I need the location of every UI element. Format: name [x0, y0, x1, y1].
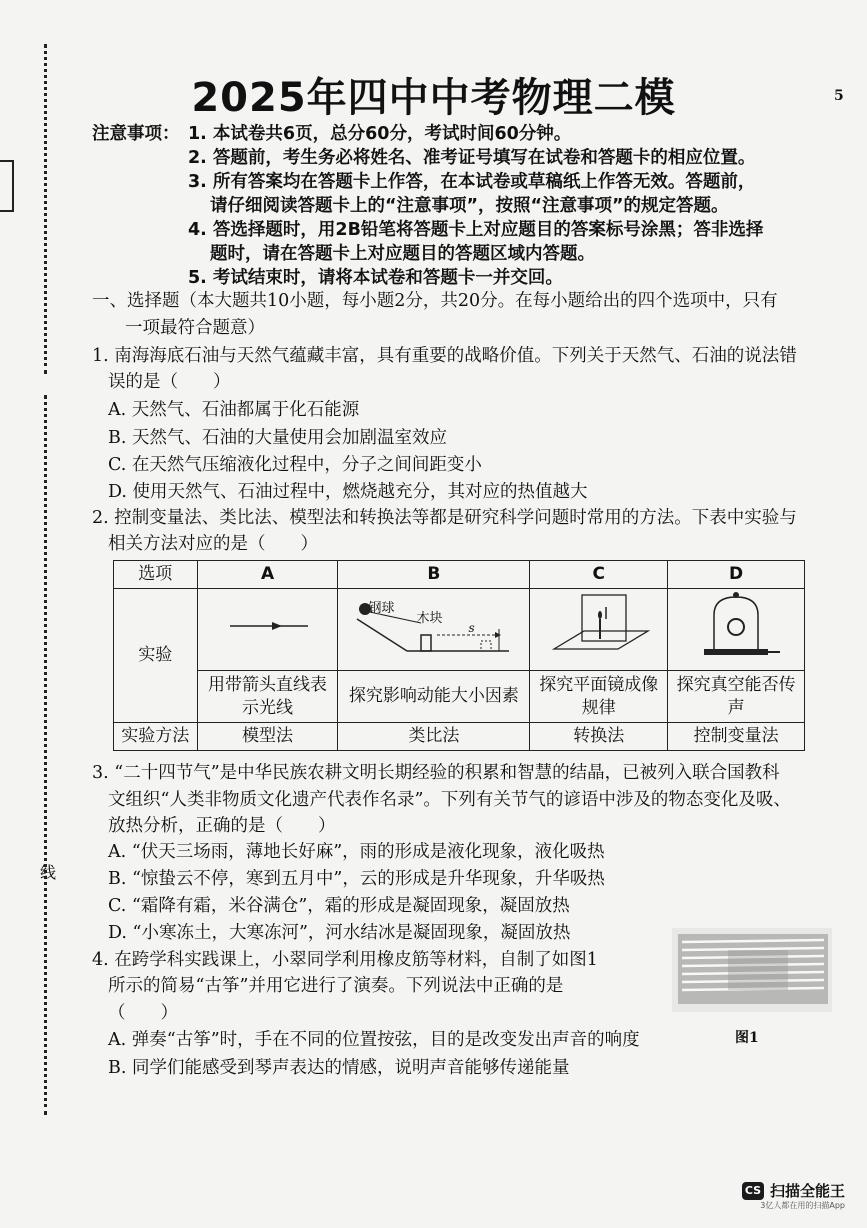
margin-char: 线 — [40, 863, 57, 882]
exp-b-text: 探究影响动能大小因素 — [338, 671, 530, 723]
q1-option-c: C. 在天然气压缩液化过程中，分子之间间距变小 — [108, 455, 482, 475]
exp-d-text: 探究真空能否传声 — [668, 671, 805, 723]
bell-jar-figure — [686, 589, 786, 663]
scanner-watermark — [742, 1180, 845, 1210]
q4-option-a: A. 弹奏“古筝”时，手在不同的位置按弦，目的是改变发出声音的响度 — [108, 1030, 640, 1050]
table-col-d: D — [668, 561, 805, 589]
fig-b-cell — [338, 589, 530, 671]
arrow-ray-figure — [208, 606, 328, 646]
plane-mirror-figure — [544, 589, 654, 663]
q1-option-b: B. 天然气、石油的大量使用会加剧温室效应 — [108, 428, 447, 448]
notice-item-3: 3. 所有答案均在答题卡上作答，在本试卷或草稿纸上作答无效。答题前， — [188, 172, 756, 192]
table-col-c: C — [530, 561, 668, 589]
exam-title: 2025年四中中考物理二模 — [191, 75, 676, 121]
q2-stem: 2. 控制变量法、类比法、模型法和转换法等都是研究科学问题时常用的方法。下表中实验与 — [92, 508, 797, 528]
fig-c-cell — [530, 589, 668, 671]
table-header-label: 选项 — [114, 561, 198, 589]
q1-stem: 1. 南海海底石油与天然气蕴藏丰富，具有重要的战略价值。下列关于天然气、石油的说法错 — [92, 346, 797, 366]
method-b: 类比法 — [338, 723, 530, 751]
method-a: 模型法 — [197, 723, 338, 751]
q1-option-a: A. 天然气、石油都属于化石能源 — [108, 400, 360, 420]
notice-item-4: 4. 答选择题时，用2B铅笔将答题卡上对应题目的答案标号涂黑；答非选择 — [188, 220, 764, 240]
exp-c-text: 探究平面镜成像规律 — [530, 671, 668, 723]
notice-item-5: 5. 考试结束时，请将本试卷和答题卡一并交回。 — [188, 268, 563, 288]
q3-option-d: D. “小寒冻土，大寒冻河”，河水结冰是凝固现象，凝固放热 — [108, 923, 571, 943]
table-col-a: A — [197, 561, 338, 589]
q4-stem-cont2: （ ） — [108, 1003, 178, 1023]
fig-b-ball-label: 钢球 — [368, 601, 395, 616]
fig-a-cell — [197, 589, 338, 671]
q1-option-d: D. 使用天然气、石油过程中，燃烧越充分，其对应的热值越大 — [108, 482, 588, 502]
q4-option-b: B. 同学们能感受到琴声表达的情感，说明声音能够传递能量 — [108, 1058, 570, 1078]
q4-stem-cont: 所示的简易“古筝”并用它进行了演奏。下列说法中正确的是 — [108, 976, 564, 996]
notice-item-2: 2. 答题前，考生务必将姓名、准考证号填写在试卷和答题卡的相应位置。 — [188, 148, 756, 168]
figure-1-label: 图1 — [735, 1030, 759, 1046]
method-d: 控制变量法 — [668, 723, 805, 751]
q2-table — [113, 560, 805, 751]
notice-item-4b: 题时，请在答题卡上对应题目的答题区域内答题。 — [210, 244, 595, 264]
section-heading-cont: 一项最符合题意） — [125, 318, 265, 338]
scanner-app-name: 扫描全能王 — [769, 1182, 845, 1200]
binding-line-bottom — [44, 395, 47, 1115]
notice-item-1: 1. 本试卷共6页，总分60分，考试时间60分钟。 — [188, 124, 572, 144]
q2-stem-cont: 相关方法对应的是（ ） — [108, 534, 318, 554]
margin-box — [0, 160, 14, 212]
exp-a-text: 用带箭头直线表示光线 — [197, 671, 338, 723]
method-c: 转换法 — [530, 723, 668, 751]
q3-stem-cont2: 放热分析，正确的是（ ） — [108, 816, 336, 836]
camscanner-icon: CS — [742, 1182, 764, 1200]
q3-option-c: C. “霜降有霜，米谷满仓”，霜的形成是凝固现象，凝固放热 — [108, 896, 570, 916]
notice-label: 注意事项： — [92, 124, 180, 144]
q1-stem-cont: 误的是（ ） — [108, 372, 231, 392]
q4-stem: 4. 在跨学科实践课上，小翠同学利用橡皮筋等材料，自制了如图1 — [92, 950, 598, 970]
section-heading: 一、选择题（本大题共10小题，每小题2分，共20分。在每小题给出的四个选项中，只有 — [92, 291, 778, 311]
q3-option-a: A. “伏天三场雨，薄地长好麻”，雨的形成是液化现象，液化吸热 — [108, 842, 605, 862]
q3-option-b: B. “惊蛰云不停，寒到五月中”，云的形成是升华现象，升华吸热 — [108, 869, 605, 889]
fig-b-block-label: 木块 — [416, 611, 443, 626]
table-experiment-label: 实验 — [114, 589, 198, 723]
fig-d-cell — [668, 589, 805, 671]
fig-b-distance-label: s — [468, 621, 475, 635]
q3-stem: 3. “二十四节气”是中华民族农耕文明长期经验的积累和智慧的结晶，已被列入联合国教科 — [92, 763, 780, 783]
notice-item-3b: 请仔细阅读答题卡上的“注意事项”，按照“注意事项”的规定答题。 — [210, 196, 729, 216]
q3-stem-cont: 文组织“人类非物质文化遗产代表作名录”。下列有关节气的谚语中涉及的物态变化及吸、 — [108, 790, 791, 810]
table-col-b: B — [338, 561, 530, 589]
zither-photo-figure — [668, 920, 836, 1016]
scanner-tagline: 3亿人都在用的扫描App — [760, 1201, 845, 1210]
table-method-label: 实验方法 — [114, 723, 198, 751]
page-mark: 5 — [834, 88, 844, 104]
